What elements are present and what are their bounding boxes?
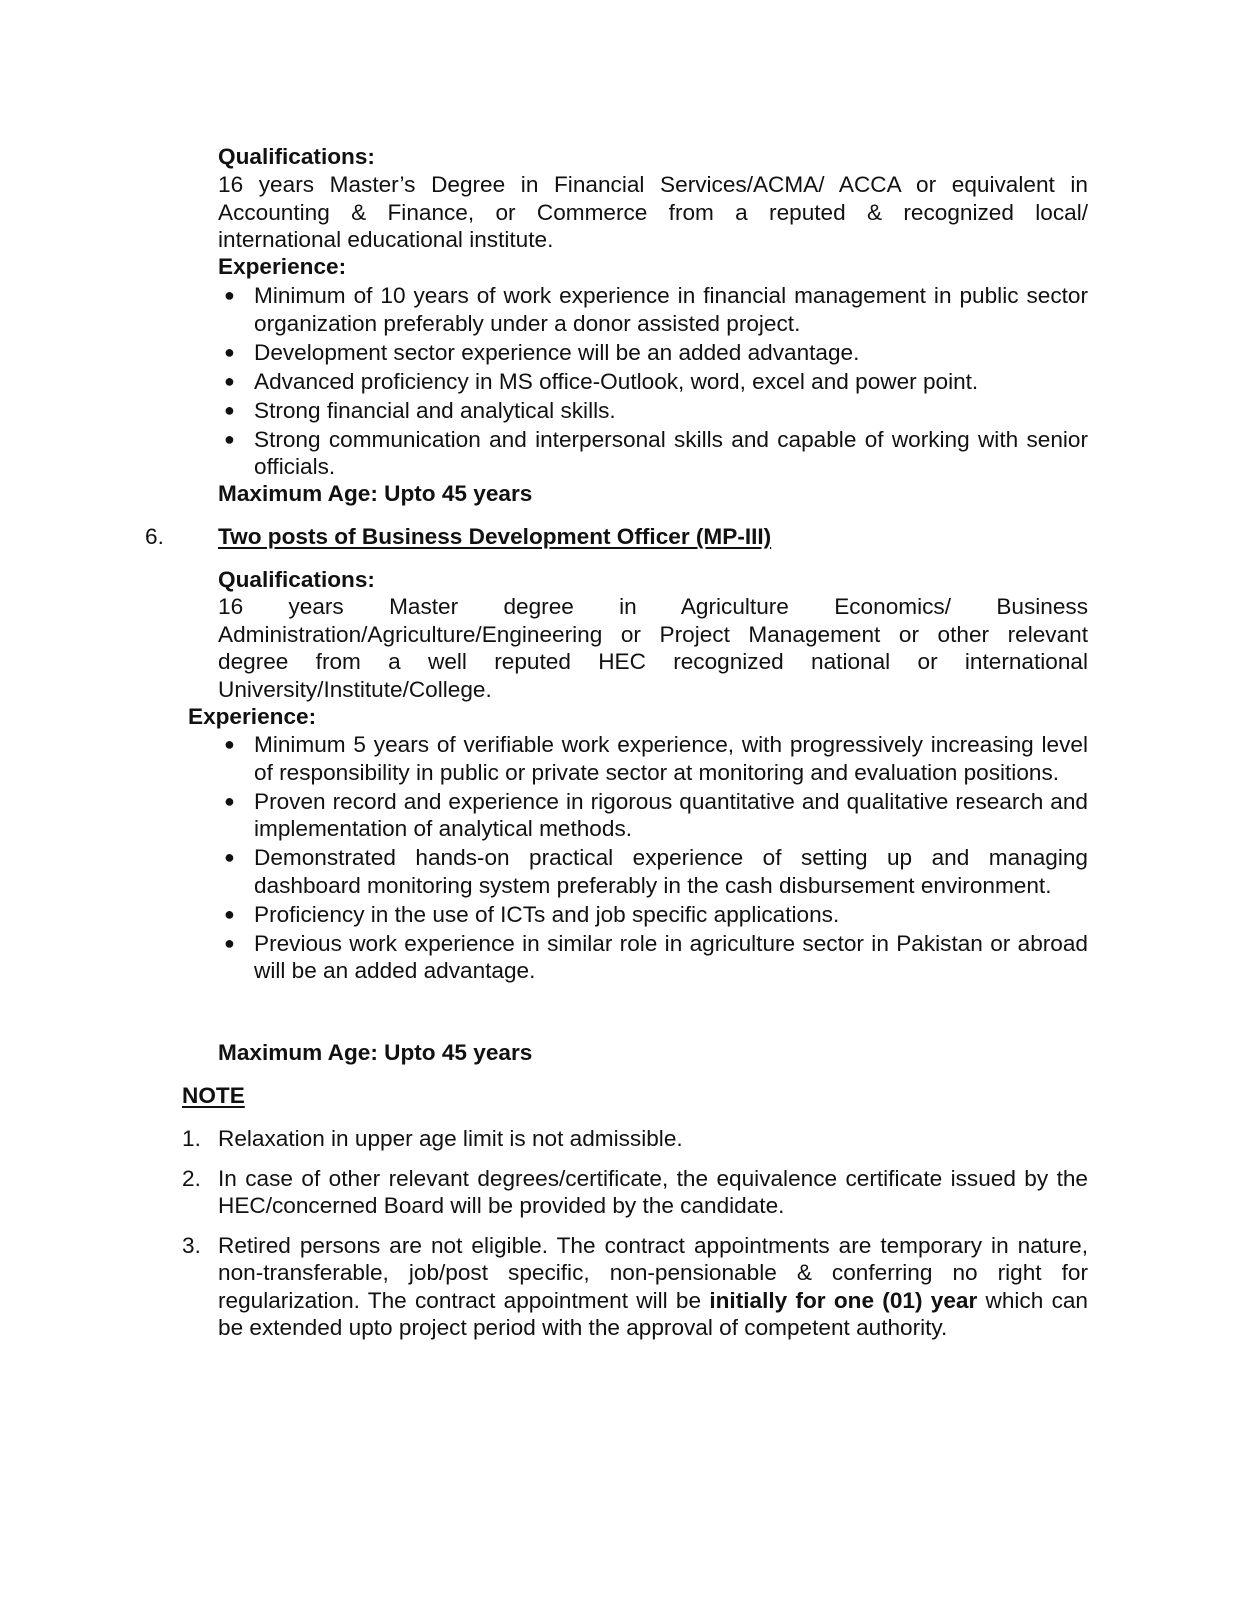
list-item xyxy=(218,930,1088,985)
qualifications-text xyxy=(218,593,1088,703)
list-item xyxy=(218,339,1088,367)
note-number: 2. xyxy=(182,1165,201,1191)
note-list xyxy=(182,1125,1088,1354)
experience-item-text: Strong financial and analytical skills. xyxy=(254,397,616,423)
experience-item-text: Demonstrated hands-on practical experience of setting up and managing dashboard monitoring system preferably in the cash disbursement environment. xyxy=(254,845,1088,898)
qualifications-heading: Qualifications: xyxy=(218,144,375,169)
bullet-icon: ● xyxy=(224,370,235,391)
experience-item-text: Previous work experience in similar role in agriculture sector in Pakistan or abroad will be an added advantage. xyxy=(254,930,1088,983)
note-number: 3. xyxy=(182,1232,201,1258)
section-title: Two posts of Business Development Officer (MP-III) xyxy=(218,524,772,549)
bullet-icon: ● xyxy=(224,734,235,754)
note-text: Retired persons are not eligible. The contract appointments are temporary in nature, non-transferable, job/post specific, non-pensionable & conferring no right for regularization. The contract appointment will be xyxy=(218,1232,1088,1313)
experience-item-text: Proven record and experience in rigorous quantitative and qualitative research and implementation of analytical methods. xyxy=(254,788,1088,841)
experience-item-text: Advanced proficiency in MS office-Outlook, word, excel and power point. xyxy=(254,368,979,394)
max-age: Maximum Age: Upto 45 years xyxy=(218,481,533,506)
qualifications-line: University/Institute/College. xyxy=(218,676,492,702)
list-item xyxy=(218,426,1088,481)
note-text-bold: initially for one (01) year xyxy=(709,1287,978,1313)
note-item xyxy=(182,1165,1088,1220)
qualifications-line: 16 years Master degree in Agriculture Economics/ Business xyxy=(218,594,1088,619)
qualifications-line: Accounting & Finance, or Commerce from a reputed & recognized local/ xyxy=(218,199,1088,225)
qualifications-line: degree from a well reputed HEC recognized national or international xyxy=(218,649,1088,674)
note-text: Relaxation in upper age limit is not admissible. xyxy=(218,1126,683,1151)
bullet-icon: ● xyxy=(224,285,235,305)
list-item xyxy=(218,397,1088,425)
experience-list xyxy=(218,282,1088,482)
note-item xyxy=(182,1125,1088,1153)
bullet-icon: ● xyxy=(224,341,235,362)
list-item xyxy=(218,844,1088,899)
qualifications-heading: Qualifications: xyxy=(218,567,375,592)
list-item xyxy=(218,282,1088,337)
note-number: 1. xyxy=(182,1126,201,1151)
note-text: In case of other relevant degrees/certificate, the equivalence certificate issued by the HEC/concerned Board will be provided by the candidate. xyxy=(218,1165,1088,1218)
bullet-icon: ● xyxy=(224,399,235,420)
list-item xyxy=(218,368,1088,396)
experience-item-text: Minimum of 10 years of work experience in financial management in public sector organization preferably under a donor assisted project. xyxy=(254,283,1088,336)
note-text: which can be extended upto project period with the approval of competent authority. xyxy=(218,1287,1088,1340)
max-age: Maximum Age: Upto 45 years xyxy=(218,1040,533,1065)
list-item xyxy=(218,788,1088,843)
experience-item-text: Proficiency in the use of ICTs and job specific applications. xyxy=(254,901,840,927)
bullet-icon: ● xyxy=(224,790,235,811)
experience-item-text: Strong communication and interpersonal skills and capable of working with senior officials. xyxy=(254,426,1088,479)
bullet-icon: ● xyxy=(224,903,235,924)
qualifications-text xyxy=(218,171,1088,254)
note-item xyxy=(182,1232,1088,1342)
qualifications-line: Administration/Agriculture/Engineering or Project Management or other relevant xyxy=(218,621,1088,647)
experience-heading: Experience: xyxy=(218,254,347,279)
list-item xyxy=(218,901,1088,929)
bullet-icon: ● xyxy=(224,428,235,449)
list-item xyxy=(218,731,1088,786)
qualifications-line: international educational institute. xyxy=(218,227,554,252)
note-heading: NOTE xyxy=(182,1083,245,1108)
bullet-icon: ● xyxy=(224,847,235,867)
section-number: 6. xyxy=(145,524,164,549)
experience-list xyxy=(218,731,1088,986)
bullet-icon: ● xyxy=(224,932,235,953)
experience-item-text: Minimum 5 years of verifiable work experience, with progressively increasing level of responsibility in public or private sector at monitoring and evaluation positions. xyxy=(254,732,1088,785)
qualifications-line: 16 years Master’s Degree in Financial Services/ACMA/ ACCA or equivalent in xyxy=(218,172,1088,197)
experience-heading: Experience: xyxy=(188,704,317,729)
experience-item-text: Development sector experience will be an added advantage. xyxy=(254,339,860,365)
